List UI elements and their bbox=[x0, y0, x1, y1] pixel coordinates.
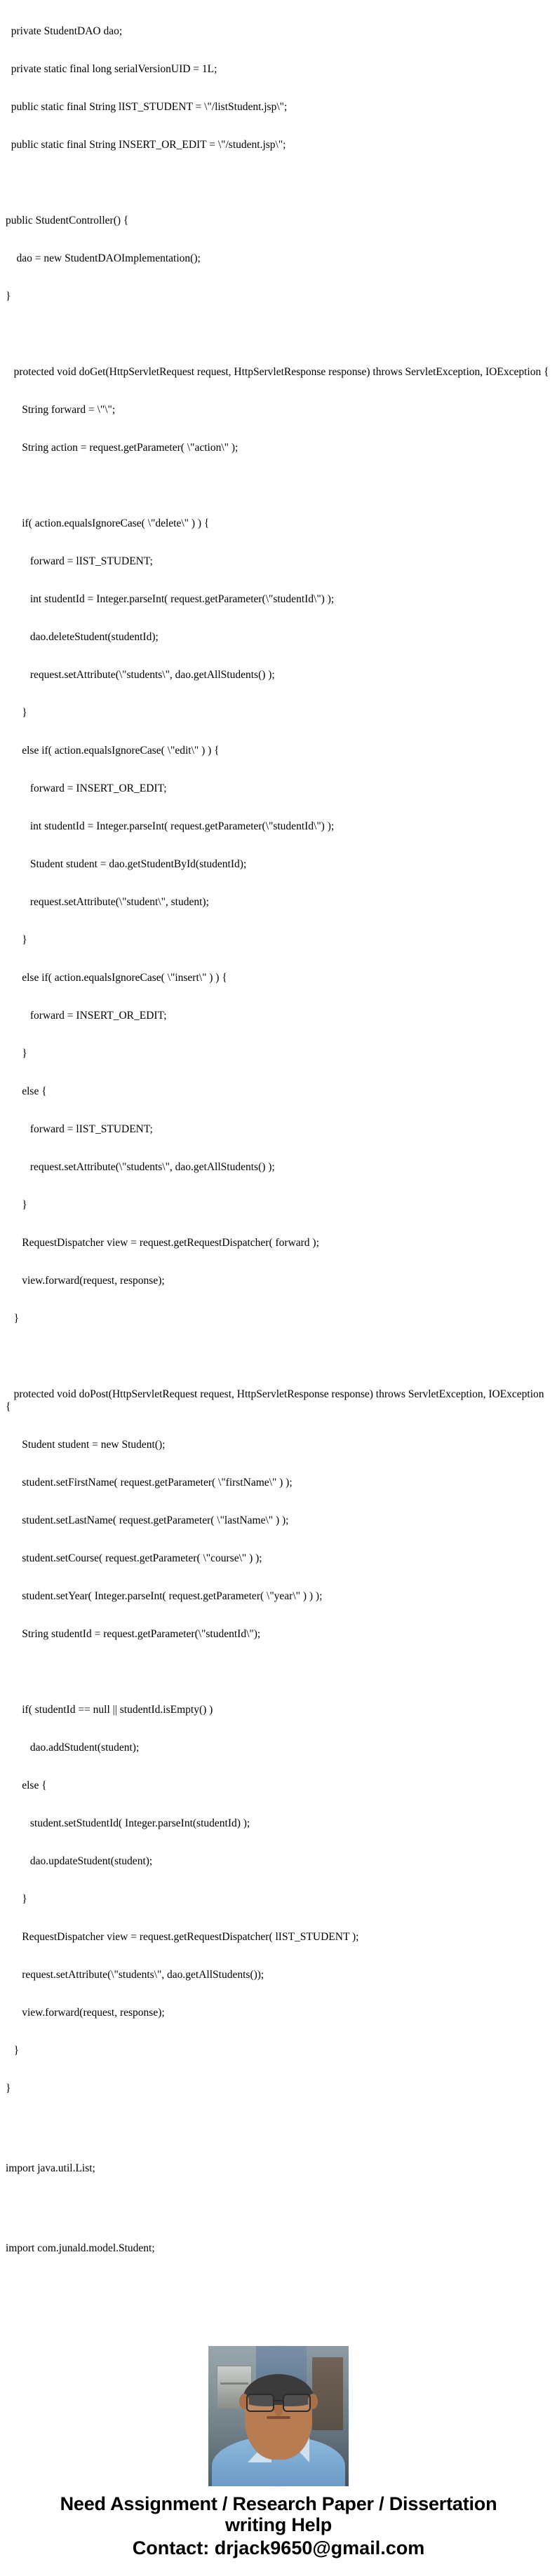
code-line: student.setLastName( request.getParameter( \"lastName\" ) ); bbox=[6, 1514, 289, 1526]
photo-lens-left bbox=[246, 2394, 274, 2412]
photo-door bbox=[312, 2357, 343, 2430]
code-line: } bbox=[6, 1048, 27, 1059]
code-line: forward = INSERT_OR_EDIT; bbox=[6, 1010, 167, 1022]
code-line: request.setAttribute(\"students\", dao.getAllStudents() ); bbox=[6, 669, 275, 681]
code-line: public StudentController() { bbox=[6, 215, 129, 226]
code-line bbox=[6, 1666, 551, 1679]
code-line: if( studentId == null || studentId.isEmpty() ) bbox=[6, 1704, 213, 1716]
code-line: } bbox=[6, 2045, 20, 2056]
code-line: request.setAttribute(\"students\", dao.getAllStudents()); bbox=[6, 1969, 264, 1981]
code-line: private static final long serialVersionUID = 1L; bbox=[6, 63, 217, 75]
code-line bbox=[6, 2204, 551, 2217]
code-line: dao.deleteStudent(studentId); bbox=[6, 631, 159, 643]
code-line: } bbox=[6, 1199, 27, 1211]
photo-lens-right bbox=[283, 2394, 311, 2412]
code-line: protected void doGet(HttpServletRequest request, HttpServletResponse response) throws ServletException, IOException { bbox=[6, 366, 549, 378]
code-line: else { bbox=[6, 1780, 47, 1791]
code-line: if( action.equalsIgnoreCase( \"delete\" ) ) { bbox=[6, 517, 210, 529]
code-line: else if( action.equalsIgnoreCase( \"edit\" ) ) { bbox=[6, 745, 220, 757]
code-line: forward = lIST_STUDENT; bbox=[6, 1123, 153, 1135]
promo-contact: Contact: drjack9650@gmail.com bbox=[132, 2537, 425, 2558]
code-line: int studentId = Integer.parseInt( request.getParameter(\"studentId\") ); bbox=[6, 593, 335, 605]
code-line: } bbox=[6, 1893, 27, 1905]
code-line: view.forward(request, response); bbox=[6, 2007, 165, 2019]
code-line bbox=[6, 2124, 551, 2137]
code-line: } bbox=[6, 934, 27, 946]
code-line: dao.addStudent(student); bbox=[6, 1742, 140, 1754]
code-line: student.setFirstName( request.getParameter( \"firstName\" ) ); bbox=[6, 1477, 293, 1489]
code-line: import java.util.List; bbox=[6, 2162, 95, 2174]
code-line: public static final String INSERT_OR_EDIT = \"/student.jsp\"; bbox=[6, 139, 286, 151]
code-line: student.setStudentId( Integer.parseInt(studentId) ); bbox=[6, 1817, 250, 1829]
code-line bbox=[6, 1350, 551, 1363]
code-line: else if( action.equalsIgnoreCase( \"insert\" ) ) { bbox=[6, 972, 227, 984]
eyeglasses-icon bbox=[246, 2394, 311, 2411]
code-line: String forward = \"\"; bbox=[6, 404, 116, 416]
code-line bbox=[6, 2284, 551, 2297]
code-line: dao = new StudentDAOImplementation(); bbox=[6, 252, 201, 264]
avatar-wrap bbox=[0, 2335, 557, 2493]
code-line: dao.updateStudent(student); bbox=[6, 1855, 153, 1867]
code-line: else { bbox=[6, 1085, 47, 1097]
code-line: public static final String lIST_STUDENT = \"/listStudent.jsp\"; bbox=[6, 101, 288, 113]
code-line: } bbox=[6, 707, 27, 719]
code-line bbox=[6, 328, 551, 341]
code-line: request.setAttribute(\"student\", student); bbox=[6, 896, 209, 908]
promo-headline-line2: writing Help bbox=[224, 2514, 333, 2535]
code-line: student.setCourse( request.getParameter( \"course\" ) ); bbox=[6, 1552, 262, 1564]
code-line: Student student = new Student(); bbox=[6, 1439, 166, 1451]
code-line: Student student = dao.getStudentById(studentId); bbox=[6, 858, 247, 870]
photo-mouth bbox=[267, 2416, 290, 2419]
code-line: String studentId = request.getParameter(\"studentId\"); bbox=[6, 1628, 261, 1640]
avatar bbox=[208, 2346, 349, 2486]
code-line: view.forward(request, response); bbox=[6, 1275, 165, 1287]
code-line: String action = request.getParameter( \"action\" ); bbox=[6, 442, 239, 454]
code-line bbox=[6, 480, 551, 492]
code-line: RequestDispatcher view = request.getRequestDispatcher( forward ); bbox=[6, 1237, 319, 1249]
code-line: } bbox=[6, 1313, 20, 1324]
code-line: import com.junald.model.Student; bbox=[6, 2242, 155, 2254]
code-line: int studentId = Integer.parseInt( request.getParameter(\"studentId\") ); bbox=[6, 820, 335, 832]
code-line: } bbox=[6, 290, 11, 302]
code-line: } bbox=[6, 2082, 11, 2094]
promo-banner bbox=[0, 2335, 557, 2576]
code-line: private StudentDAO dao; bbox=[6, 25, 123, 37]
code-line: protected void doPost(HttpServletRequest request, HttpServletResponse response) throws ServletException, IOException { bbox=[6, 1388, 547, 1413]
code-line: RequestDispatcher view = request.getRequestDispatcher( lIST_STUDENT ); bbox=[6, 1931, 359, 1943]
code-line bbox=[6, 177, 551, 189]
code-line: forward = lIST_STUDENT; bbox=[6, 555, 153, 567]
code-line: request.setAttribute(\"students\", dao.getAllStudents() ); bbox=[6, 1161, 275, 1173]
code-line: student.setYear( Integer.parseInt( request.getParameter( \"year\" ) ) ); bbox=[6, 1590, 323, 1602]
promo-headline-line1: Need Assignment / Research Paper / Dissertation bbox=[60, 2493, 497, 2514]
code-line: forward = INSERT_OR_EDIT; bbox=[6, 782, 167, 794]
